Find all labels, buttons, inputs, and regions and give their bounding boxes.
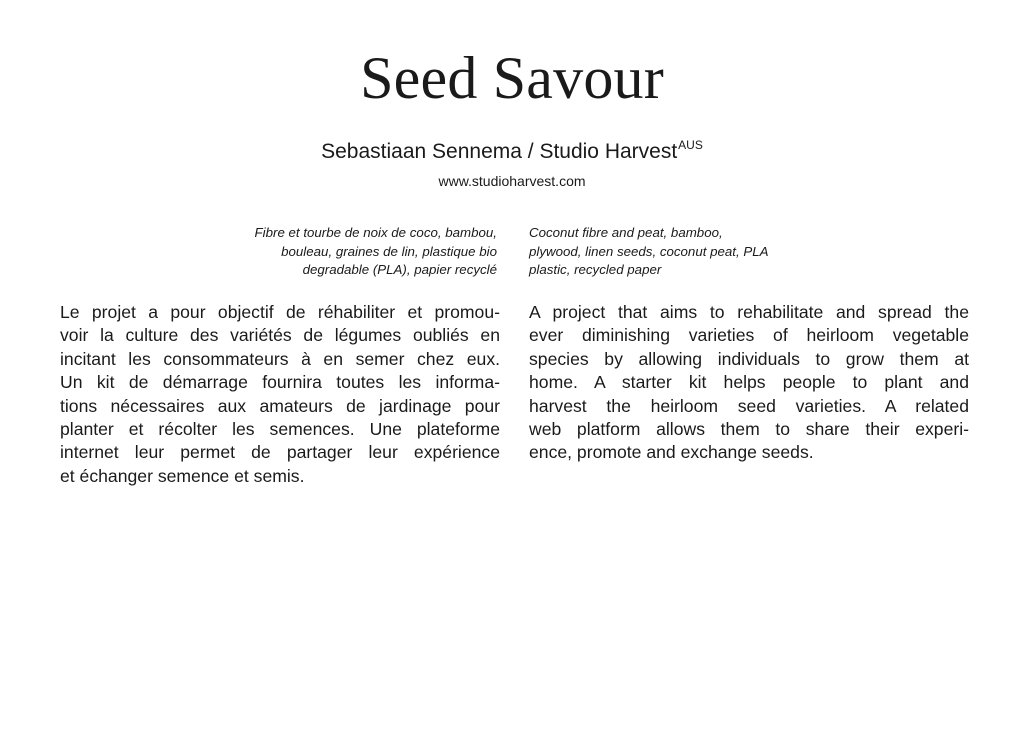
description-fr-line: planter et récolter les semences. Une plateforme bbox=[60, 419, 500, 440]
materials-english bbox=[529, 224, 829, 280]
materials-en-line: Coconut fibre and peat, bamboo, bbox=[529, 225, 723, 240]
description-en-line: A project that aims to rehabilitate and spread the bbox=[529, 302, 969, 322]
designer-country: AUS bbox=[678, 138, 703, 152]
description-fr-line: voir la culture des variétés de légumes oubliés en bbox=[60, 325, 500, 346]
designer-credit bbox=[0, 131, 1024, 166]
description-fr-line: Le projet a pour objectif de réhabiliter et promou- bbox=[60, 302, 500, 322]
materials-fr-line: bouleau, graines de lin, plastique bio bbox=[281, 243, 497, 259]
description-fr-line: et échanger semence et semis. bbox=[60, 465, 305, 486]
description-en-line: home. A starter kit helps people to plant and bbox=[529, 372, 969, 393]
materials-en-line: plywood, linen seeds, coconut peat, PLA bbox=[529, 243, 769, 259]
description-fr-line: internet leur permet de partager leur expérience bbox=[60, 442, 500, 463]
website-link[interactable]: www.studioharvest.com bbox=[438, 173, 586, 189]
description-french bbox=[60, 301, 500, 488]
page-title: Seed Savour bbox=[360, 45, 664, 111]
description-en-line: harvest the heirloom seed varieties. A related bbox=[529, 395, 969, 416]
description-en-line: species by allowing individuals to grow them at bbox=[529, 348, 969, 369]
description-fr-line: tions nécessaires aux amateurs de jardinage pour bbox=[60, 395, 500, 416]
description-en-line: web platform allows them to share their experi- bbox=[529, 419, 969, 440]
description-fr-line: Un kit de démarrage fournira toutes les informa- bbox=[60, 372, 500, 393]
description-english bbox=[529, 301, 969, 465]
description-en-line: ence, promote and exchange seeds. bbox=[529, 442, 814, 463]
materials-fr-line: degradable (PLA), papier recyclé bbox=[302, 262, 497, 277]
description-en-line: ever diminishing varieties of heirloom vegetable bbox=[529, 325, 969, 346]
materials-fr-line: Fibre et tourbe de noix de coco, bambou, bbox=[254, 225, 497, 240]
materials-en-line: plastic, recycled paper bbox=[529, 262, 662, 277]
materials-french bbox=[196, 224, 497, 280]
description-fr-line: incitant les consommateurs à en semer chez eux. bbox=[60, 348, 500, 369]
designer-name: Sebastiaan Sennema / Studio Harvest bbox=[321, 140, 678, 163]
